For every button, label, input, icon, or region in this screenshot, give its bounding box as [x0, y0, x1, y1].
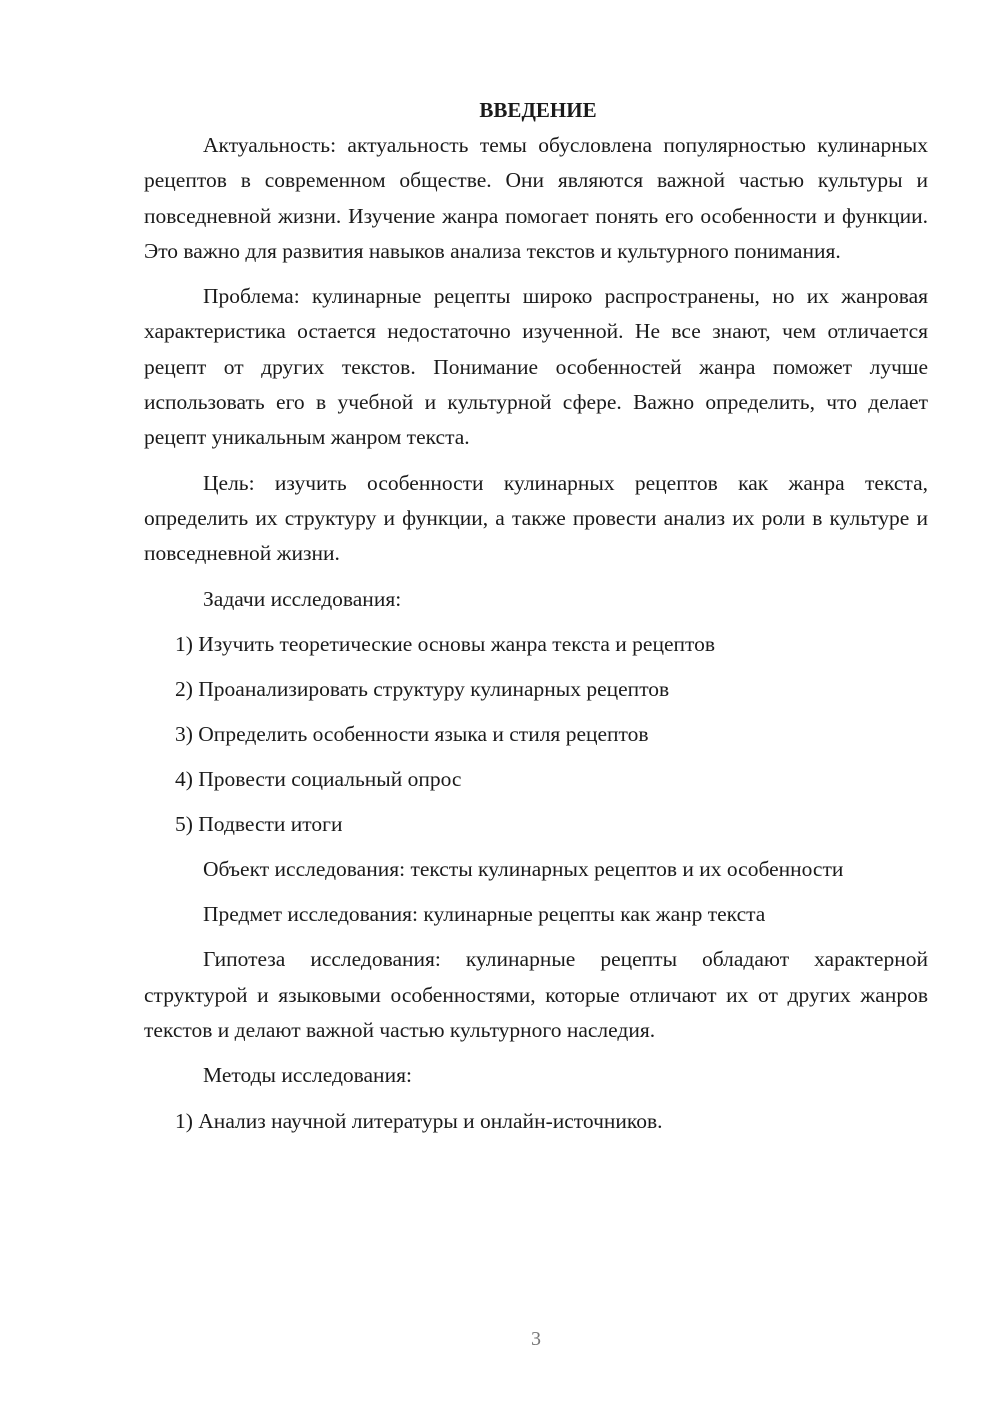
task-item: 1) Изучить теоретические основы жанра текста и рецептов — [175, 631, 716, 656]
subject-paragraph: Предмет исследования: кулинарные рецепты как жанр текста — [203, 902, 766, 927]
task-item: 5) Подвести итоги — [175, 811, 343, 836]
task-item: 3) Определить особенности языка и стиля рецептов — [175, 721, 649, 746]
tasks-heading: Задачи исследования: — [203, 586, 402, 611]
goal-paragraph: Цель: изучить особенности кулинарных рецептов как жанра текста, определить их структуру и функции, а также провести анализ их роли в культуре и повседневной жизни. — [144, 470, 928, 566]
task-item: 2) Проанализировать структуру кулинарных рецептов — [175, 676, 670, 701]
tasks-list — [144, 627, 928, 842]
task-item: 4) Провести социальный опрос — [175, 766, 462, 791]
methods-list — [144, 1104, 928, 1139]
page-title: ВВЕДЕНИЕ — [479, 98, 597, 122]
page-number: 3 — [531, 1328, 541, 1350]
methods-heading: Методы исследования: — [203, 1063, 412, 1088]
document-page — [144, 95, 928, 1149]
problem-paragraph: Проблема: кулинарные рецепты широко распространены, но их жанровая характеристика остается недостаточно изученной. Не все знают, чем отличается рецепт от других текстов. Понимание особенностей жанра поможет лучше использовать его в учебной и культурной сфере. Важно определить, что делает рецепт уникальным жанром текста. — [144, 284, 928, 450]
object-paragraph: Объект исследования: тексты кулинарных рецептов и их особенности — [203, 856, 844, 881]
relevance-paragraph: Актуальность: актуальность темы обусловлена популярностью кулинарных рецептов в современном обществе. Они являются важной частью культуры и повседневной жизни. Изучение жанра помогает понять его особенности и функции. Это важно для развития навыков анализа текстов и культурного понимания. — [144, 133, 928, 263]
method-item: 1) Анализ научной литературы и онлайн-источников. — [175, 1108, 663, 1133]
hypothesis-paragraph: Гипотеза исследования: кулинарные рецепты обладают характерной структурой и языковыми особенностями, которые отличают их от других жанров текстов и делают важной частью культурного наследия. — [144, 947, 928, 1043]
